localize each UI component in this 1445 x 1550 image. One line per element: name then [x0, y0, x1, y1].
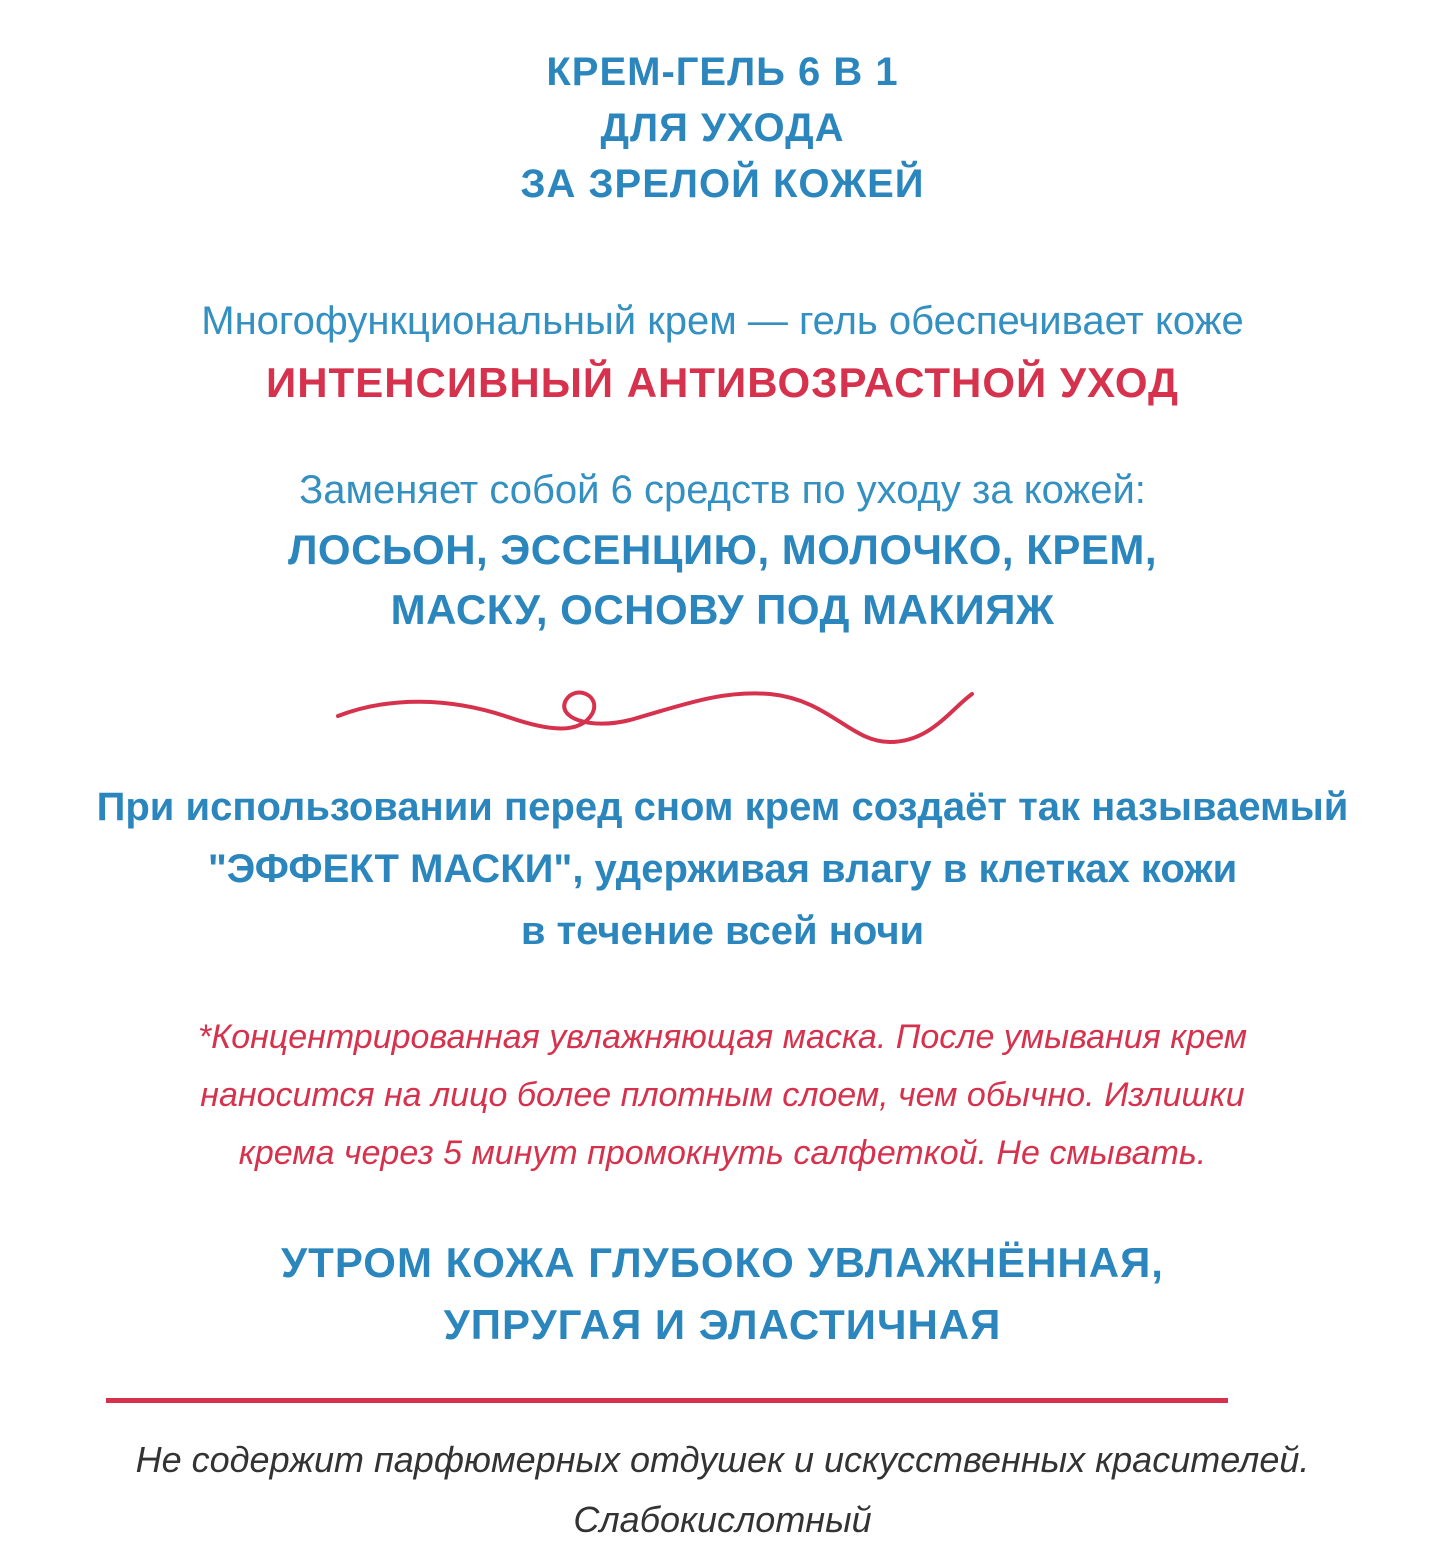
footer-line-1: Не содержит парфюмерных отдушек и искусственных красителей.: [135, 1439, 1310, 1480]
effect-line-2: "ЭФФЕКТ МАСКИ", удерживая влагу в клетках кожи: [207, 847, 1238, 891]
replaces-products-line-2: МАСКУ, ОСНОВУ ПОД МАКИЯЖ: [390, 586, 1055, 633]
swirl-divider-icon: [330, 680, 980, 760]
usage-note: [0, 1008, 1445, 1182]
footer-note: [0, 1430, 1445, 1550]
product-title: [0, 44, 1445, 212]
note-line-2: наносится на лицо более плотным слоем, чем обычно. Излишки: [200, 1076, 1245, 1114]
footer-line-2: Слабокислотный: [573, 1499, 872, 1540]
mask-effect-section: [0, 776, 1445, 962]
morning-line-2: УПРУГАЯ И ЭЛАСТИЧНАЯ: [443, 1301, 1002, 1348]
intro-accent: ИНТЕНСИВНЫЙ АНТИВОЗРАСТНОЙ УХОД: [266, 359, 1179, 406]
effect-line-1: При использовании перед сном крем создаёт так называемый: [96, 785, 1349, 829]
replaces-products-line-1: ЛОСЬОН, ЭССЕНЦИЮ, МОЛОЧКО, КРЕМ,: [287, 526, 1158, 573]
intro-text: Многофункциональный крем — гель обеспечивает коже: [201, 299, 1244, 343]
note-line-1: *Концентрированная увлажняющая маска. После умывания крем: [197, 1018, 1248, 1056]
replaces-section: [0, 460, 1445, 640]
morning-line-1: УТРОМ КОЖА ГЛУБОКО УВЛАЖНЁННАЯ,: [281, 1239, 1164, 1286]
effect-line-3: в течение всей ночи: [520, 909, 925, 953]
title-line-2: ДЛЯ УХОДА: [600, 106, 845, 150]
morning-result-section: [0, 1232, 1445, 1356]
horizontal-divider: [106, 1398, 1228, 1403]
note-line-3: крема через 5 минут промокнуть салфеткой. Не смывать.: [238, 1134, 1207, 1172]
replaces-text: Заменяет собой 6 средств по уходу за кожей:: [299, 468, 1146, 512]
intro-section: [0, 290, 1445, 414]
title-line-1: КРЕМ-ГЕЛЬ 6 В 1: [546, 50, 899, 94]
title-line-3: ЗА ЗРЕЛОЙ КОЖЕЙ: [520, 162, 925, 206]
